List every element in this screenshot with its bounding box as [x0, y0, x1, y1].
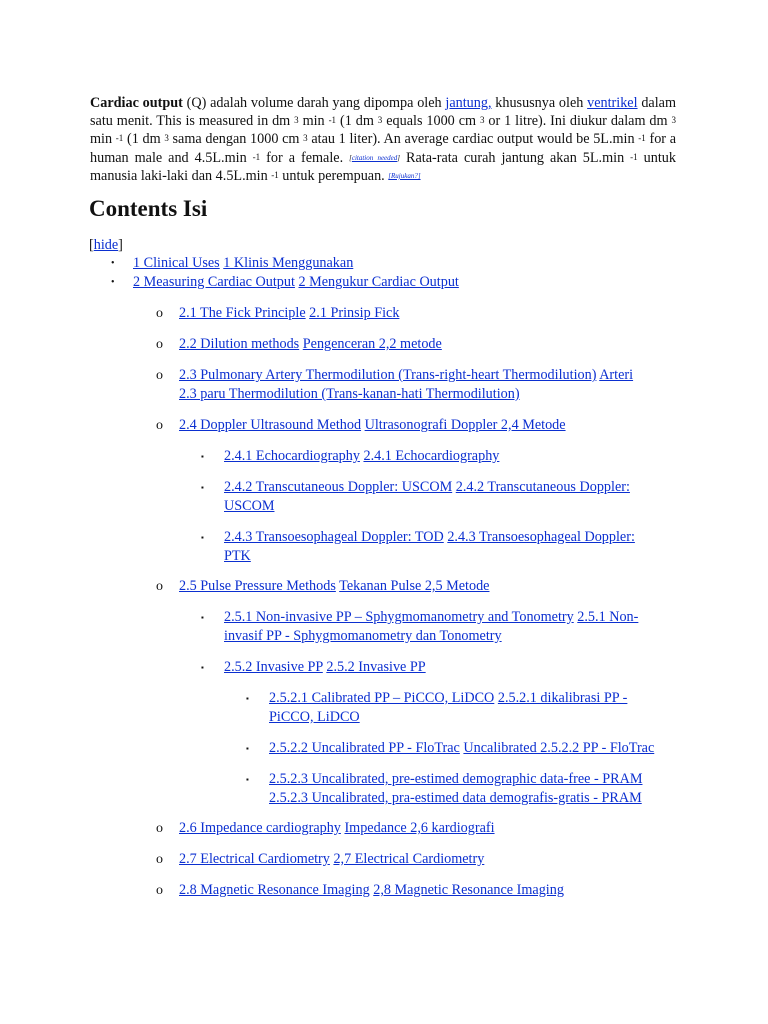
- toc-link[interactable]: 2.2 Dilution methods: [179, 336, 300, 352]
- intro-text: sama dengan 1000 cm: [168, 131, 304, 148]
- intro-text: atau 1 liter). An average cardiac output would be 5L.min: [307, 131, 639, 148]
- toc-link[interactable]: 2.3 Pulmonary Artery Thermodilution (Trans-right-heart Thermodilution): [179, 367, 597, 383]
- toc-item-1: [133, 254, 353, 273]
- toc-item-2-3-cont: [179, 385, 520, 404]
- toc-link[interactable]: 2 Measuring Cardiac Output: [133, 274, 295, 290]
- intro-text: untuk manusia laki-laki dan 4.5L.min: [90, 149, 676, 184]
- bullet-square-icon: ▪: [246, 694, 249, 703]
- link-ventrikel[interactable]: ventrikel: [587, 95, 638, 111]
- toc-link[interactable]: 1 Clinical Uses: [133, 255, 220, 271]
- superscript: 3: [479, 115, 485, 126]
- toc-toggle: [89, 236, 123, 254]
- term-cardiac-output: Cardiac output: [90, 95, 183, 111]
- bullet-square-icon: ▪: [201, 483, 204, 492]
- bracket-open: [: [89, 237, 94, 253]
- toc-item-2-7: [179, 850, 484, 869]
- toc-item-2-8: [179, 881, 564, 900]
- toc-link-translation[interactable]: 2.5.2.1 dikalibrasi PP -: [497, 690, 628, 706]
- bullet-circle-icon: o: [156, 821, 163, 836]
- bullet-circle-icon: o: [156, 418, 163, 433]
- bullet-square-icon: ▪: [246, 775, 249, 784]
- bullet-circle-icon: o: [156, 579, 163, 594]
- toc-item-2-5: [179, 577, 489, 596]
- superscript: 3: [671, 115, 676, 126]
- toc-item-2-4-3: [224, 528, 635, 547]
- bullet-circle-icon: o: [156, 852, 163, 867]
- toc-link-translation[interactable]: 2,7 Electrical Cardiometry: [333, 851, 485, 867]
- toc-link[interactable]: 2.4.1 Echocardiography: [224, 448, 360, 464]
- toc-item-2-5-1-cont: [224, 627, 502, 646]
- intro-text: for a female.: [260, 149, 350, 166]
- intro-text: min: [298, 113, 329, 130]
- toc-link-translation[interactable]: 2.1 Prinsip Fick: [309, 305, 400, 321]
- toc-item-2-5-1: [224, 608, 638, 627]
- bullet-square-icon: ▪: [201, 663, 204, 672]
- bullet-square-icon: ▪: [246, 744, 249, 753]
- toc-item-2-5-2-1-cont: [269, 708, 360, 727]
- toc-item-2-4: [179, 416, 566, 435]
- toc-link-translation[interactable]: 2.4.3 Transoesophageal Doppler:: [447, 529, 635, 545]
- toc-item-2-5-2-3-cont: [269, 789, 642, 808]
- superscript: 3: [377, 115, 383, 126]
- toc-link-translation[interactable]: Impedance 2,6 kardiografi: [344, 820, 495, 836]
- toc-link[interactable]: 2.5.2.1 Calibrated PP – PiCCO, LiDCO: [269, 690, 495, 706]
- toc-link[interactable]: 2.4.3 Transoesophageal Doppler: TOD: [224, 529, 444, 545]
- hide-toc-link[interactable]: hide: [93, 237, 119, 253]
- bullet-circle-icon: o: [156, 368, 163, 383]
- bullet-disc-icon: •: [111, 277, 115, 288]
- intro-text: Rata-rata curah jantung akan 5L.min: [400, 149, 631, 166]
- toc-item-2-1: [179, 304, 399, 323]
- intro-text: (1 dm: [336, 113, 378, 130]
- bullet-disc-icon: •: [111, 258, 115, 269]
- toc-link-translation[interactable]: USCOM: [224, 498, 275, 514]
- toc-link-translation[interactable]: Arteri: [599, 367, 634, 383]
- toc-link[interactable]: 2.5.2 Invasive PP: [224, 659, 323, 675]
- toc-item-2-6: [179, 819, 495, 838]
- toc-link-translation[interactable]: 2.4.2 Transcutaneous Doppler:: [455, 479, 630, 495]
- toc-item-2-5-2: [224, 658, 426, 677]
- superscript: -1: [328, 115, 337, 126]
- bracket-close: ]: [118, 237, 123, 253]
- intro-text: untuk perempuan.: [278, 167, 389, 184]
- superscript: -1: [630, 151, 638, 162]
- toc-link-translation[interactable]: Pengenceran 2,2 metode: [302, 336, 442, 352]
- contents-heading: Contents Isi: [89, 196, 208, 221]
- toc-link-translation[interactable]: 2.5.2.3 Uncalibrated, pra-estimed data demografis-gratis - PRAM: [269, 790, 642, 806]
- bullet-circle-icon: o: [156, 306, 163, 321]
- toc-item-2-2: [179, 335, 442, 354]
- bullet-square-icon: ▪: [201, 613, 204, 622]
- bullet-circle-icon: o: [156, 883, 163, 898]
- intro-text: (Q) adalah volume darah yang dipompa oleh: [182, 95, 446, 111]
- citation-needed-note: [citation needed]: [349, 153, 400, 162]
- superscript: 3: [164, 133, 169, 144]
- intro-text: min: [90, 131, 116, 148]
- toc-link-translation[interactable]: 2.3 paru Thermodilution (Trans-kanan-hati Thermodilution): [179, 386, 520, 402]
- toc-link[interactable]: 2.8 Magnetic Resonance Imaging: [179, 882, 370, 898]
- toc-link[interactable]: 2.5 Pulse Pressure Methods: [179, 578, 336, 594]
- superscript: 3: [303, 133, 308, 144]
- intro-text: khususnya oleh: [491, 95, 588, 111]
- toc-link-translation[interactable]: 2 Mengukur Cardiac Output: [298, 274, 459, 290]
- toc-item-2: [133, 273, 459, 292]
- toc-item-2-5-2-2: [269, 739, 654, 758]
- toc-item-2-5-2-3: [269, 770, 642, 789]
- toc-item-2-4-2-cont: [224, 497, 274, 516]
- toc-link[interactable]: 2.7 Electrical Cardiometry: [179, 851, 330, 867]
- toc-link-translation[interactable]: Ultrasonografi Doppler 2,4 Metode: [364, 417, 566, 433]
- superscript: -1: [638, 133, 646, 144]
- superscript: 3: [294, 115, 299, 126]
- bullet-square-icon: ▪: [201, 533, 204, 542]
- superscript: -1: [252, 151, 261, 162]
- intro-text: or 1 litre). Ini diukur dalam dm: [484, 113, 672, 130]
- toc-link[interactable]: 2.5.2.3 Uncalibrated, pre-estimed demographic data-free - PRAM: [269, 771, 643, 787]
- intro-text: for a human male and 4.5L.min: [90, 131, 677, 166]
- rujukan-note: [388, 172, 420, 180]
- rujukan-link[interactable]: [Rujukan?]: [388, 171, 421, 180]
- citation-needed-link[interactable]: citation needed: [351, 153, 398, 162]
- intro-paragraph: [90, 94, 676, 185]
- toc-link[interactable]: 2.4 Doppler Ultrasound Method: [179, 417, 362, 433]
- toc-link-translation[interactable]: Uncalibrated 2.5.2.2 PP - FloTrac: [463, 740, 655, 756]
- toc-link-translation[interactable]: 2.4.1 Echocardiography: [363, 448, 500, 464]
- toc-item-2-4-2: [224, 478, 630, 497]
- superscript: -1: [271, 169, 279, 180]
- link-jantung[interactable]: jantung,: [445, 95, 492, 111]
- toc-link[interactable]: 2.5.2.2 Uncalibrated PP - FloTrac: [269, 740, 460, 756]
- toc-link-translation[interactable]: 1 Klinis Menggunakan: [223, 255, 354, 271]
- toc-link[interactable]: 2.6 Impedance cardiography: [179, 820, 341, 836]
- bullet-circle-icon: o: [156, 337, 163, 352]
- toc-item-2-4-1: [224, 447, 499, 466]
- toc-link-translation[interactable]: Tekanan Pulse 2,5 Metode: [339, 578, 490, 594]
- intro-text: equals 1000 cm: [382, 113, 480, 130]
- toc-item-2-3: [179, 366, 633, 385]
- toc-link[interactable]: 2.1 The Fick Principle: [179, 305, 306, 321]
- bullet-square-icon: ▪: [201, 452, 204, 461]
- superscript: -1: [115, 133, 124, 144]
- toc-link-translation[interactable]: PTK: [224, 548, 251, 564]
- toc-link-translation[interactable]: 2,8 Magnetic Resonance Imaging: [373, 882, 564, 898]
- toc-link-translation[interactable]: 2.5.1 Non-: [577, 609, 639, 625]
- intro-text: dalam satu menit. This is measured in dm: [90, 95, 676, 130]
- toc-item-2-5-2-1: [269, 689, 627, 708]
- toc-link-translation[interactable]: invasif PP - Sphygmomanometry dan Tonometry: [224, 628, 502, 644]
- toc-link[interactable]: 2.5.1 Non-invasive PP – Sphygmomanometry and Tonometry: [224, 609, 574, 625]
- toc-link-translation[interactable]: 2.5.2 Invasive PP: [326, 659, 426, 675]
- intro-text: (1 dm: [123, 131, 165, 148]
- toc-link-translation[interactable]: PiCCO, LiDCO: [269, 709, 360, 725]
- toc-link[interactable]: 2.4.2 Transcutaneous Doppler: USCOM: [224, 479, 453, 495]
- toc-item-2-4-3-cont: [224, 547, 251, 566]
